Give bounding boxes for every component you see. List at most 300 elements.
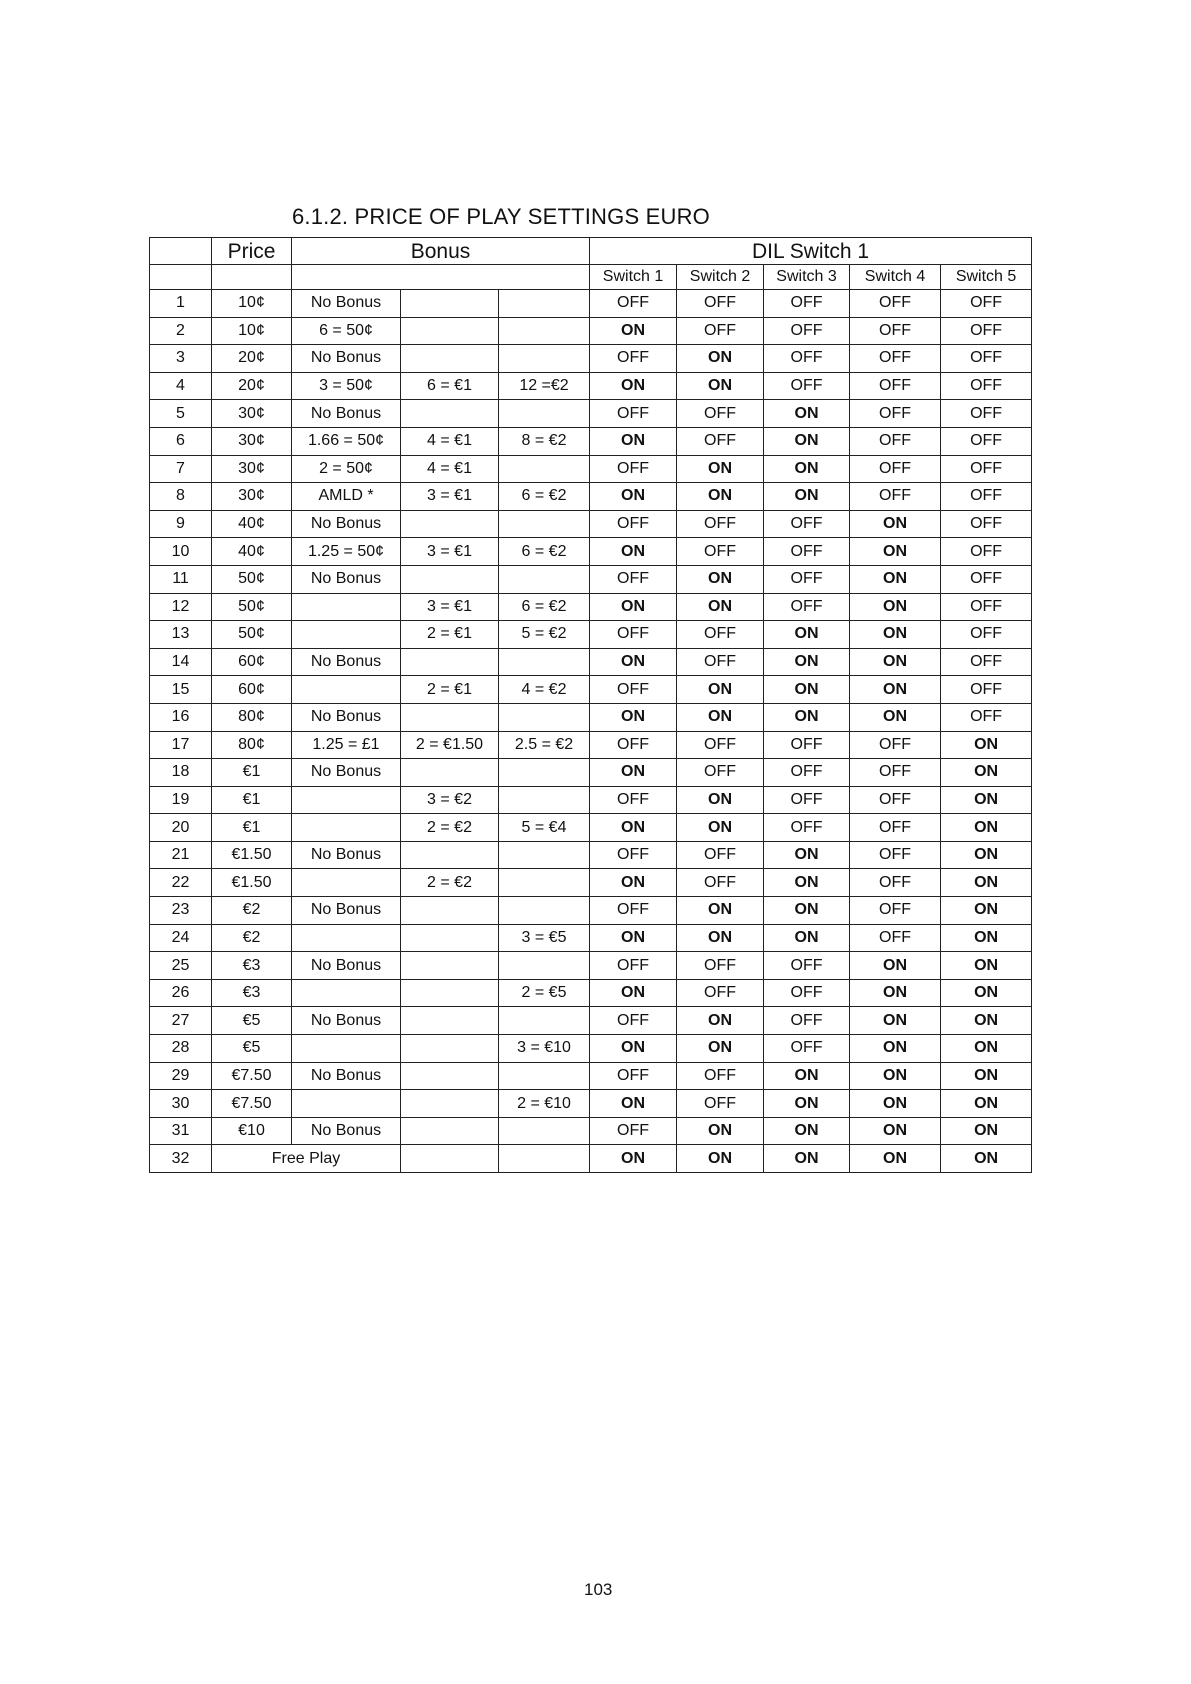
switch-4-cell: OFF — [850, 345, 941, 373]
bonus-cell: 6 = €2 — [499, 593, 590, 621]
switch-1-cell: ON — [590, 814, 677, 842]
switch-5-cell: OFF — [941, 400, 1032, 428]
table-row — [150, 510, 1032, 538]
switch-1-cell: ON — [590, 979, 677, 1007]
bonus-cell: No Bonus — [292, 1117, 401, 1145]
table-row — [150, 621, 1032, 649]
table-row — [150, 952, 1032, 980]
bonus-cell: No Bonus — [292, 510, 401, 538]
bonus-cell: 3 = €2 — [401, 786, 499, 814]
switch-1-cell: OFF — [590, 897, 677, 925]
switch-2-cell: ON — [677, 565, 764, 593]
switch-4-cell: ON — [850, 1090, 941, 1118]
switch-5-cell: ON — [941, 952, 1032, 980]
switch-5-cell: ON — [941, 1090, 1032, 1118]
switch-5-cell: ON — [941, 979, 1032, 1007]
bonus-cell — [499, 1007, 590, 1035]
table-row — [150, 814, 1032, 842]
row-number: 10 — [150, 538, 212, 566]
switch-1-cell: OFF — [590, 1062, 677, 1090]
switch-1-cell: ON — [590, 1145, 677, 1173]
switch-3-cell: OFF — [764, 1035, 850, 1063]
table-row — [150, 427, 1032, 455]
bonus-cell — [292, 621, 401, 649]
price-cell: 20¢ — [212, 372, 292, 400]
bonus-cell — [499, 1117, 590, 1145]
switch-3-cell: OFF — [764, 814, 850, 842]
switch-5-cell: OFF — [941, 538, 1032, 566]
row-number: 3 — [150, 345, 212, 373]
bonus-cell: 2 = 50¢ — [292, 455, 401, 483]
bonus-cell — [499, 400, 590, 428]
table-row — [150, 1090, 1032, 1118]
switch-1-cell: OFF — [590, 841, 677, 869]
switch-2-cell: OFF — [677, 1090, 764, 1118]
switch-3-cell: OFF — [764, 979, 850, 1007]
price-cell: €5 — [212, 1035, 292, 1063]
switch-5-cell: ON — [941, 869, 1032, 897]
row-number: 32 — [150, 1145, 212, 1173]
price-cell: 40¢ — [212, 538, 292, 566]
switch-5-cell: OFF — [941, 317, 1032, 345]
switch-4-cell: ON — [850, 510, 941, 538]
switch-2-cell: OFF — [677, 979, 764, 1007]
switch-2-cell: ON — [677, 1117, 764, 1145]
switch-1-cell: OFF — [590, 731, 677, 759]
header-price: Price — [212, 238, 292, 265]
bonus-cell — [499, 841, 590, 869]
bonus-cell: 6 = €2 — [499, 538, 590, 566]
table-row — [150, 759, 1032, 787]
price-cell: 50¢ — [212, 593, 292, 621]
switch-3-cell: OFF — [764, 565, 850, 593]
bonus-cell: 3 = €5 — [499, 924, 590, 952]
row-number: 19 — [150, 786, 212, 814]
price-cell: €7.50 — [212, 1090, 292, 1118]
switch-3-cell: OFF — [764, 317, 850, 345]
bonus-cell: 1.25 = £1 — [292, 731, 401, 759]
bonus-cell — [401, 400, 499, 428]
switch-3-cell: ON — [764, 621, 850, 649]
bonus-cell: 6 = €1 — [401, 372, 499, 400]
switch-5-cell: OFF — [941, 483, 1032, 511]
switch-2-cell: ON — [677, 924, 764, 952]
switch-2-cell: ON — [677, 897, 764, 925]
bonus-cell: 4 = €2 — [499, 676, 590, 704]
switch-5-cell: ON — [941, 1145, 1032, 1173]
bonus-cell — [292, 786, 401, 814]
table-row — [150, 979, 1032, 1007]
switch-5-cell: OFF — [941, 648, 1032, 676]
table-row — [150, 841, 1032, 869]
header-bonus: Bonus — [292, 238, 590, 265]
switch-1-cell: ON — [590, 703, 677, 731]
row-number: 14 — [150, 648, 212, 676]
switch-3-cell: ON — [764, 676, 850, 704]
row-number: 30 — [150, 1090, 212, 1118]
switch-2-cell: ON — [677, 786, 764, 814]
switch-2-cell: OFF — [677, 952, 764, 980]
bonus-cell: 5 = €4 — [499, 814, 590, 842]
bonus-cell: No Bonus — [292, 897, 401, 925]
bonus-cell: No Bonus — [292, 952, 401, 980]
table-row — [150, 317, 1032, 345]
switch-2-cell: OFF — [677, 1062, 764, 1090]
switch-1-cell: ON — [590, 1090, 677, 1118]
switch-4-cell: ON — [850, 1062, 941, 1090]
row-number: 15 — [150, 676, 212, 704]
bonus-cell — [401, 1145, 499, 1173]
switch-3-cell: ON — [764, 924, 850, 952]
switch-2-cell: ON — [677, 1035, 764, 1063]
subheader-blank — [212, 265, 292, 290]
switch-5-cell: ON — [941, 1035, 1032, 1063]
bonus-cell: 2 = €10 — [499, 1090, 590, 1118]
bonus-cell — [499, 648, 590, 676]
bonus-cell: 3 = €1 — [401, 538, 499, 566]
table-row — [150, 786, 1032, 814]
bonus-cell — [292, 979, 401, 1007]
switch-1-cell: ON — [590, 593, 677, 621]
switch-4-cell: OFF — [850, 731, 941, 759]
switch-2-cell: OFF — [677, 400, 764, 428]
table-row — [150, 676, 1032, 704]
switch-4-cell: OFF — [850, 897, 941, 925]
switch-1-cell: OFF — [590, 455, 677, 483]
bonus-cell — [499, 703, 590, 731]
price-cell: €1 — [212, 814, 292, 842]
row-number: 24 — [150, 924, 212, 952]
switch-1-cell: OFF — [590, 786, 677, 814]
switch-3-cell: ON — [764, 897, 850, 925]
switch-2-cell: ON — [677, 1145, 764, 1173]
switch-3-cell: OFF — [764, 290, 850, 318]
price-cell: €5 — [212, 1007, 292, 1035]
bonus-cell: 2 = €2 — [401, 869, 499, 897]
switch-2-cell: OFF — [677, 869, 764, 897]
row-number: 23 — [150, 897, 212, 925]
switch-3-cell: OFF — [764, 593, 850, 621]
row-number: 2 — [150, 317, 212, 345]
bonus-cell — [292, 814, 401, 842]
switch-3-cell: ON — [764, 400, 850, 428]
switch-4-cell: ON — [850, 676, 941, 704]
switch-1-cell: OFF — [590, 1007, 677, 1035]
row-number: 16 — [150, 703, 212, 731]
bonus-cell: 2.5 = €2 — [499, 731, 590, 759]
bonus-cell — [499, 786, 590, 814]
bonus-cell — [292, 1090, 401, 1118]
price-cell: 80¢ — [212, 731, 292, 759]
bonus-cell — [401, 1090, 499, 1118]
switch-3-cell: OFF — [764, 510, 850, 538]
switch-3-cell: OFF — [764, 952, 850, 980]
bonus-cell — [401, 290, 499, 318]
table-row — [150, 869, 1032, 897]
row-number: 13 — [150, 621, 212, 649]
table-row — [150, 1035, 1032, 1063]
switch-5-cell: OFF — [941, 510, 1032, 538]
bonus-cell — [401, 759, 499, 787]
bonus-cell: 3 = €1 — [401, 483, 499, 511]
bonus-cell: 3 = €1 — [401, 593, 499, 621]
subheader-blank — [292, 265, 590, 290]
switch-2-cell: ON — [677, 814, 764, 842]
bonus-cell: 4 = €1 — [401, 427, 499, 455]
section-title: 6.1.2. PRICE OF PLAY SETTINGS EURO — [292, 204, 710, 229]
switch-4-cell: OFF — [850, 290, 941, 318]
bonus-cell: No Bonus — [292, 565, 401, 593]
switch-4-cell: OFF — [850, 372, 941, 400]
switch-3-cell: ON — [764, 483, 850, 511]
switch-4-cell: ON — [850, 648, 941, 676]
switch-5-cell: ON — [941, 924, 1032, 952]
price-cell: €7.50 — [212, 1062, 292, 1090]
switch-3-cell: ON — [764, 869, 850, 897]
price-cell: €1.50 — [212, 841, 292, 869]
switch-1-cell: OFF — [590, 290, 677, 318]
switch-5-cell: OFF — [941, 565, 1032, 593]
switch-4-cell: ON — [850, 565, 941, 593]
bonus-cell — [499, 759, 590, 787]
header-row-switches — [150, 265, 1032, 290]
bonus-cell — [499, 290, 590, 318]
switch-4-cell: ON — [850, 979, 941, 1007]
row-number: 28 — [150, 1035, 212, 1063]
switch-5-cell: OFF — [941, 593, 1032, 621]
switch-3-cell: ON — [764, 648, 850, 676]
switch-4-cell: ON — [850, 703, 941, 731]
bonus-cell — [401, 952, 499, 980]
table-row — [150, 1145, 1032, 1173]
switch-5-cell: OFF — [941, 290, 1032, 318]
switch-4-cell: OFF — [850, 483, 941, 511]
header-switch-5: Switch 5 — [941, 265, 1032, 290]
table-row — [150, 1117, 1032, 1145]
switch-4-cell: ON — [850, 1035, 941, 1063]
bonus-cell: 12 =€2 — [499, 372, 590, 400]
bonus-cell: 2 = €1 — [401, 676, 499, 704]
bonus-cell — [401, 897, 499, 925]
switch-2-cell: OFF — [677, 841, 764, 869]
bonus-cell — [401, 317, 499, 345]
table-row — [150, 703, 1032, 731]
bonus-cell: 2 = €1 — [401, 621, 499, 649]
switch-1-cell: OFF — [590, 565, 677, 593]
switch-4-cell: OFF — [850, 427, 941, 455]
bonus-cell: AMLD * — [292, 483, 401, 511]
switch-5-cell: ON — [941, 814, 1032, 842]
switch-4-cell: ON — [850, 952, 941, 980]
switch-5-cell: ON — [941, 1062, 1032, 1090]
switch-2-cell: OFF — [677, 621, 764, 649]
row-number: 20 — [150, 814, 212, 842]
table-row — [150, 1007, 1032, 1035]
bonus-cell — [292, 593, 401, 621]
price-cell: 10¢ — [212, 290, 292, 318]
switch-2-cell: OFF — [677, 427, 764, 455]
switch-3-cell: ON — [764, 1145, 850, 1173]
row-number: 9 — [150, 510, 212, 538]
switch-3-cell: ON — [764, 1090, 850, 1118]
row-number: 27 — [150, 1007, 212, 1035]
row-number: 8 — [150, 483, 212, 511]
switch-5-cell: ON — [941, 1007, 1032, 1035]
row-number: 1 — [150, 290, 212, 318]
bonus-cell: 3 = €10 — [499, 1035, 590, 1063]
bonus-cell: 2 = €2 — [401, 814, 499, 842]
switch-2-cell: ON — [677, 372, 764, 400]
switch-3-cell: OFF — [764, 345, 850, 373]
switch-4-cell: OFF — [850, 924, 941, 952]
bonus-cell — [499, 565, 590, 593]
bonus-cell: 6 = 50¢ — [292, 317, 401, 345]
switch-2-cell: ON — [677, 483, 764, 511]
header-switch-1: Switch 1 — [590, 265, 677, 290]
switch-4-cell: ON — [850, 1117, 941, 1145]
switch-4-cell: OFF — [850, 759, 941, 787]
bonus-cell — [401, 703, 499, 731]
bonus-cell: No Bonus — [292, 1062, 401, 1090]
switch-3-cell: OFF — [764, 731, 850, 759]
row-number: 6 — [150, 427, 212, 455]
table-row — [150, 1062, 1032, 1090]
switch-5-cell: ON — [941, 786, 1032, 814]
switch-1-cell: OFF — [590, 345, 677, 373]
bonus-cell — [499, 317, 590, 345]
switch-5-cell: ON — [941, 841, 1032, 869]
switch-1-cell: ON — [590, 1035, 677, 1063]
header-switch-2: Switch 2 — [677, 265, 764, 290]
switch-3-cell: OFF — [764, 1007, 850, 1035]
bonus-cell — [292, 869, 401, 897]
bonus-cell — [499, 869, 590, 897]
switch-2-cell: OFF — [677, 510, 764, 538]
switch-1-cell: OFF — [590, 400, 677, 428]
bonus-cell: No Bonus — [292, 290, 401, 318]
table-row — [150, 731, 1032, 759]
price-cell: 40¢ — [212, 510, 292, 538]
bonus-cell — [292, 924, 401, 952]
row-number: 12 — [150, 593, 212, 621]
bonus-cell — [499, 952, 590, 980]
switch-4-cell: ON — [850, 1007, 941, 1035]
header-switch-4: Switch 4 — [850, 265, 941, 290]
switch-4-cell: ON — [850, 621, 941, 649]
price-cell: 30¢ — [212, 483, 292, 511]
row-number: 7 — [150, 455, 212, 483]
switch-3-cell: ON — [764, 1062, 850, 1090]
header-dil-switch: DIL Switch 1 — [590, 238, 1032, 265]
switch-2-cell: OFF — [677, 538, 764, 566]
header-blank — [150, 238, 212, 265]
bonus-cell — [401, 1117, 499, 1145]
bonus-cell: 4 = €1 — [401, 455, 499, 483]
table-row — [150, 455, 1032, 483]
switch-4-cell: OFF — [850, 814, 941, 842]
bonus-cell: No Bonus — [292, 345, 401, 373]
price-cell: €1 — [212, 759, 292, 787]
table-row — [150, 593, 1032, 621]
switch-2-cell: ON — [677, 345, 764, 373]
row-number: 21 — [150, 841, 212, 869]
bonus-cell — [292, 676, 401, 704]
bonus-cell: 3 = 50¢ — [292, 372, 401, 400]
switch-1-cell: ON — [590, 427, 677, 455]
price-cell: €1 — [212, 786, 292, 814]
switch-3-cell: OFF — [764, 538, 850, 566]
switch-2-cell: ON — [677, 1007, 764, 1035]
switch-4-cell: ON — [850, 593, 941, 621]
table-row — [150, 897, 1032, 925]
price-cell: €10 — [212, 1117, 292, 1145]
switch-5-cell: OFF — [941, 676, 1032, 704]
switch-1-cell: OFF — [590, 510, 677, 538]
bonus-cell — [499, 1145, 590, 1173]
switch-1-cell: ON — [590, 372, 677, 400]
row-number: 31 — [150, 1117, 212, 1145]
switch-1-cell: OFF — [590, 1117, 677, 1145]
bonus-cell — [401, 1062, 499, 1090]
switch-3-cell: ON — [764, 841, 850, 869]
table-row — [150, 565, 1032, 593]
switch-5-cell: OFF — [941, 345, 1032, 373]
price-cell: €2 — [212, 924, 292, 952]
table-row — [150, 400, 1032, 428]
bonus-cell: No Bonus — [292, 703, 401, 731]
bonus-cell — [401, 565, 499, 593]
switch-5-cell: ON — [941, 1117, 1032, 1145]
bonus-cell: 2 = €1.50 — [401, 731, 499, 759]
price-cell: 60¢ — [212, 648, 292, 676]
row-number: 18 — [150, 759, 212, 787]
switch-4-cell: OFF — [850, 869, 941, 897]
free-play-cell: Free Play — [212, 1145, 401, 1173]
switch-2-cell: ON — [677, 593, 764, 621]
switch-5-cell: ON — [941, 897, 1032, 925]
table-row — [150, 483, 1032, 511]
subheader-blank — [150, 265, 212, 290]
switch-3-cell: OFF — [764, 759, 850, 787]
switch-2-cell: OFF — [677, 317, 764, 345]
bonus-cell — [401, 924, 499, 952]
switch-1-cell: OFF — [590, 676, 677, 704]
bonus-cell: 6 = €2 — [499, 483, 590, 511]
bonus-cell — [499, 1062, 590, 1090]
switch-2-cell: OFF — [677, 759, 764, 787]
price-of-play-table — [149, 237, 1032, 1173]
bonus-cell — [401, 510, 499, 538]
price-cell: 60¢ — [212, 676, 292, 704]
switch-5-cell: OFF — [941, 621, 1032, 649]
price-cell: 10¢ — [212, 317, 292, 345]
price-cell: 80¢ — [212, 703, 292, 731]
row-number: 29 — [150, 1062, 212, 1090]
bonus-cell: 8 = €2 — [499, 427, 590, 455]
switch-3-cell: ON — [764, 455, 850, 483]
switch-3-cell: ON — [764, 1117, 850, 1145]
price-cell: 50¢ — [212, 565, 292, 593]
row-number: 5 — [150, 400, 212, 428]
price-cell: €2 — [212, 897, 292, 925]
switch-1-cell: ON — [590, 924, 677, 952]
price-cell: 20¢ — [212, 345, 292, 373]
switch-3-cell: ON — [764, 427, 850, 455]
bonus-cell: No Bonus — [292, 648, 401, 676]
bonus-cell: No Bonus — [292, 759, 401, 787]
switch-5-cell: OFF — [941, 703, 1032, 731]
switch-4-cell: OFF — [850, 455, 941, 483]
